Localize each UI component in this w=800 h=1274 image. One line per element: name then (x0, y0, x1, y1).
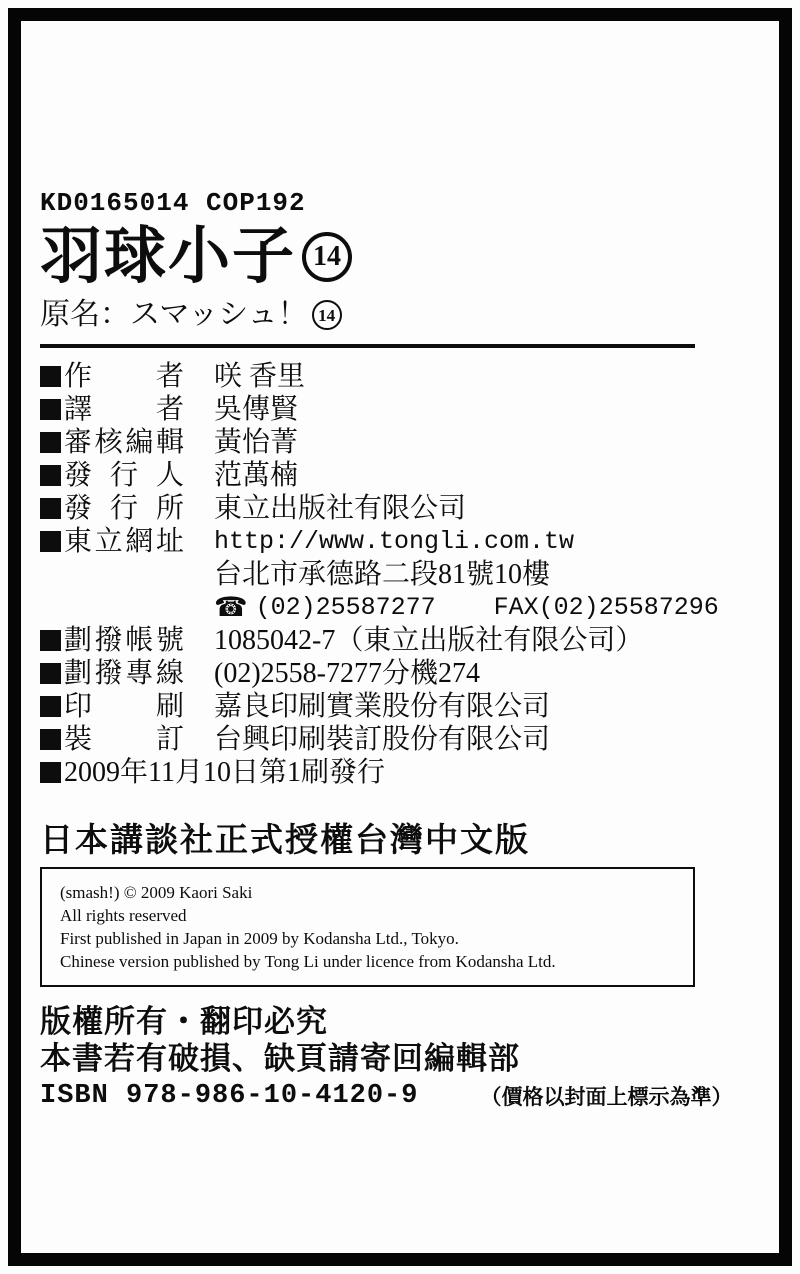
credit-label: 印刷 (64, 691, 184, 722)
bullet-square-icon (40, 729, 61, 750)
credit-row-editor (40, 426, 700, 459)
license-heading: 日本講談社正式授權台灣中文版 (40, 823, 530, 859)
print-date-row (40, 756, 700, 789)
credit-row-publisher-person (40, 459, 700, 492)
bullet-square-icon (40, 531, 61, 552)
credit-value: (02)2558-7277分機274 (214, 658, 480, 689)
website-url: http://www.tongli.com.tw (214, 527, 575, 556)
credit-row-translator (40, 393, 700, 426)
rights-notice: 版權所有・翻印必究 (40, 1004, 328, 1040)
bullet-square-icon (40, 498, 61, 519)
book-title: 羽球小子 (40, 223, 297, 291)
publisher-address: 台北市承德路二段81號10樓 (214, 559, 551, 590)
credit-label: 審核編輯 (64, 427, 184, 458)
phone-number: (02)25587277 (255, 593, 436, 622)
license-line-copyright: (smash!) © 2009 Kaori Saki (60, 883, 253, 903)
original-volume-badge: 14 (312, 300, 342, 330)
credit-label: 發行所 (64, 493, 184, 524)
credit-row-postal-account (40, 624, 700, 657)
colophon-page (40, 0, 733, 1112)
credit-value: 吳傳賢 (214, 394, 299, 425)
footer-notices (40, 1003, 733, 1112)
credit-value: 台興印刷裝訂股份有限公司 (214, 724, 551, 755)
phone-icon: ☎ (214, 592, 248, 623)
license-line-first-published: First published in Japan in 2009 by Kodansha Ltd., Tokyo. (60, 929, 459, 949)
credit-row-postal-line (40, 657, 700, 690)
divider-rule (40, 344, 695, 348)
credit-label: 東立網址 (64, 526, 184, 557)
product-code: KD0165014 COP192 (40, 188, 306, 218)
credit-value: 嘉良印刷實業股份有限公司 (214, 691, 551, 722)
fax-number: FAX(02)25587296 (493, 593, 719, 622)
bullet-square-icon (40, 366, 61, 387)
bullet-square-icon (40, 630, 61, 651)
credit-row-binding (40, 723, 700, 756)
bullet-square-icon (40, 399, 61, 420)
credit-row-publisher-company (40, 492, 700, 525)
bullet-square-icon (40, 663, 61, 684)
book-title-row (40, 223, 700, 291)
original-title: 原名：スマッシュ！ (40, 298, 308, 331)
credit-label: 劃撥專線 (64, 658, 184, 689)
bullet-square-icon (40, 432, 61, 453)
price-note: （價格以封面上標示為準） (480, 1085, 733, 1110)
bullet-square-icon (40, 762, 61, 783)
credit-label: 裝訂 (64, 724, 184, 755)
license-line-chinese-version: Chinese version published by Tong Li under licence from Kodansha Ltd. (60, 952, 556, 972)
credit-value: 咲 香里 (214, 361, 306, 392)
credit-label: 劃撥帳號 (64, 625, 184, 656)
credit-value: 東立出版社有限公司 (214, 493, 467, 524)
credit-value: 1085042-7（東立出版社有限公司） (214, 625, 644, 656)
print-date: 2009年11月10日第1刷發行 (64, 757, 385, 788)
bullet-square-icon (40, 465, 61, 486)
credit-row-printing (40, 690, 700, 723)
return-notice: 本書若有破損、缺頁請寄回編輯部 (40, 1041, 520, 1077)
credit-value: 黃怡菁 (214, 427, 299, 458)
credit-row-website (40, 525, 700, 558)
original-title-row (40, 300, 700, 330)
credit-value: 范萬楠 (214, 460, 299, 491)
phone-fax-row (214, 591, 719, 624)
credits-list (40, 360, 719, 789)
credit-row-author (40, 360, 700, 393)
volume-number-badge: 14 (302, 232, 352, 282)
license-line-rights: All rights reserved (60, 906, 187, 926)
isbn-text: ISBN 978-986-10-4120-9 (40, 1081, 419, 1112)
license-box (40, 867, 695, 987)
isbn-row (40, 1081, 733, 1112)
bullet-square-icon (40, 696, 61, 717)
credit-label: 發行人 (64, 460, 184, 491)
credit-label: 譯者 (64, 394, 184, 425)
credit-label: 作者 (64, 361, 184, 392)
